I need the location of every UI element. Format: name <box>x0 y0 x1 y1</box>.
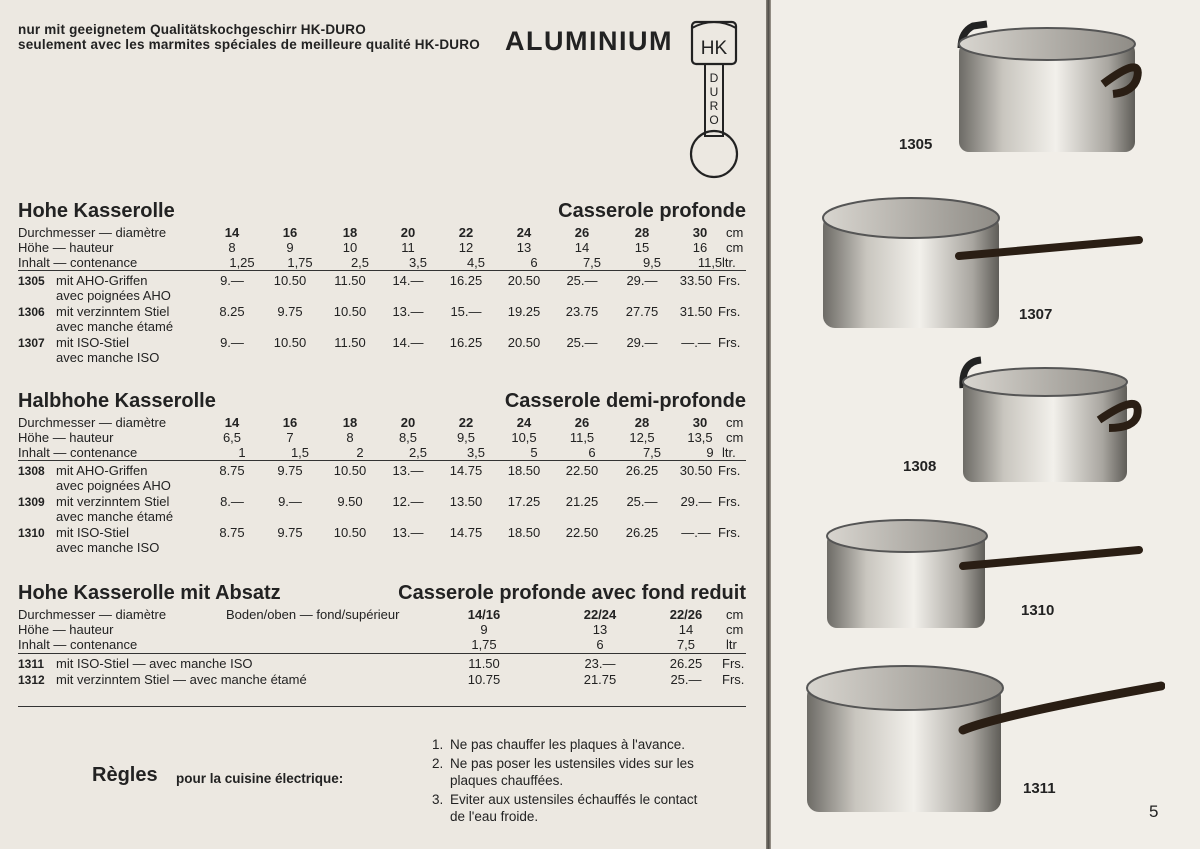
spec-value: 24 <box>516 225 532 240</box>
logo-letter: R <box>709 99 719 113</box>
spec-unit: cm <box>726 607 744 622</box>
currency: Frs. <box>722 672 745 687</box>
spec-value: 1,5 <box>290 445 310 460</box>
price-value: 8.75 <box>219 463 245 478</box>
product-row-fr <box>18 350 748 366</box>
rule-text: de l'eau froide. <box>450 809 539 824</box>
spec-value: 22 <box>458 225 474 240</box>
product-row <box>18 656 748 672</box>
currency: Frs. <box>718 525 741 540</box>
price-value: 20.50 <box>507 335 541 350</box>
rule-number: 2. <box>432 756 444 771</box>
spec-unit: cm <box>726 622 744 637</box>
rule-item <box>432 755 748 789</box>
spec-value: 11,5 <box>569 430 595 445</box>
header-line-2: seulement avec les marmites spéciales de meilleure qualité HK-DURO <box>18 37 480 52</box>
product-code: 1305 <box>18 274 45 288</box>
price-value: 29.— <box>626 335 658 350</box>
divider <box>18 270 746 271</box>
spec-value: 7,5 <box>676 637 696 652</box>
spec-value: 9 <box>480 622 488 637</box>
pot-1311-image <box>803 660 1165 820</box>
product-desc-fr: avec poignées AHO <box>56 478 171 493</box>
price-value: 25.— <box>626 494 658 509</box>
product-row <box>18 672 748 688</box>
spec-value: 2 <box>356 445 364 460</box>
price-value: 14.— <box>392 335 424 350</box>
product-row-fr <box>18 540 748 556</box>
spec-label: Durchmesser — diamètre <box>18 415 167 430</box>
spec-middle-label: Boden/oben — fond/supérieur <box>226 607 400 622</box>
rule-number: 3. <box>432 792 444 807</box>
price-value: 25.— <box>566 273 598 288</box>
spec-label: Inhalt — contenance <box>18 445 138 460</box>
price-value: 16.25 <box>449 335 483 350</box>
price-value: 14.— <box>392 273 424 288</box>
spec-value: 24 <box>516 415 532 430</box>
spec-label: Durchmesser — diamètre <box>18 607 167 622</box>
product-row <box>18 335 748 351</box>
price-value: 13.— <box>392 304 424 319</box>
price-value: 9.75 <box>277 525 303 540</box>
product-row <box>18 525 748 541</box>
spec-value: 30 <box>692 225 708 240</box>
spec-value: 6 <box>588 445 596 460</box>
price-value: 11.50 <box>468 656 500 671</box>
spec-row <box>18 622 748 638</box>
product-code: 1311 <box>18 657 45 671</box>
product-desc-de: mit AHO-Griffen <box>56 463 148 478</box>
price-value: 20.50 <box>507 273 541 288</box>
logo-letter: U <box>709 85 719 99</box>
spec-label: Höhe — hauteur <box>18 622 114 637</box>
spec-row <box>18 637 748 653</box>
spec-value: 14 <box>574 240 590 255</box>
pot-1310-image <box>823 516 1143 634</box>
spec-value: 9 <box>706 445 714 460</box>
price-value: 14.75 <box>449 463 483 478</box>
spec-row <box>18 430 748 446</box>
logo-letter: O <box>709 113 719 127</box>
product-desc-fr: avec manche ISO <box>56 540 160 555</box>
divider <box>18 460 746 461</box>
spec-label: Inhalt — contenance <box>18 255 138 270</box>
product-row <box>18 494 748 510</box>
right-page <box>771 0 1200 849</box>
pot-1305-image <box>953 14 1149 164</box>
spec-value: 20 <box>400 225 416 240</box>
rules-title: Règles <box>92 764 158 786</box>
spec-value: 9 <box>286 240 294 255</box>
spec-label: Inhalt — contenance <box>18 637 138 652</box>
price-value: 10.50 <box>333 525 367 540</box>
section1-title-fr: Casserole profonde <box>558 200 746 222</box>
page-number: 5 <box>1149 802 1159 821</box>
spec-value: 7,5 <box>642 445 662 460</box>
spec-unit: ltr <box>726 637 737 652</box>
price-value: 25.— <box>566 335 598 350</box>
price-value: 10.50 <box>273 273 307 288</box>
price-value: 30.50 <box>679 463 713 478</box>
spec-value: 12 <box>458 240 474 255</box>
spec-unit: ltr. <box>722 445 736 460</box>
figure-label: 1311 <box>1023 780 1056 797</box>
spec-value: 14 <box>224 415 240 430</box>
price-value: 26.25 <box>669 656 703 671</box>
section1-title-de: Hohe Kasserolle <box>18 200 175 222</box>
product-desc-fr: avec manche ISO <box>56 350 160 365</box>
spec-value: 2,5 <box>408 445 428 460</box>
price-value: 9.50 <box>337 494 363 509</box>
spec-value: 26 <box>574 225 590 240</box>
price-value: 29.— <box>626 273 658 288</box>
spec-value: 13 <box>516 240 532 255</box>
price-value: 26.25 <box>625 525 659 540</box>
price-value: 9.— <box>220 273 244 288</box>
spec-value: 28 <box>634 225 650 240</box>
spec-value: 7,5 <box>582 255 602 270</box>
rules-subtitle: pour la cuisine électrique: <box>176 771 344 786</box>
price-value: 8.— <box>220 494 244 509</box>
spec-value: 16 <box>282 225 298 240</box>
spec-value: 11,5 <box>697 255 723 270</box>
hk-duro-logo <box>686 14 750 180</box>
price-value: 18.50 <box>507 463 541 478</box>
spec-label: Höhe — hauteur <box>18 430 114 445</box>
price-value: 10.50 <box>273 335 307 350</box>
spec-row <box>18 255 748 271</box>
spec-value: 22/26 <box>669 607 703 622</box>
product-row-fr <box>18 319 748 335</box>
spec-unit: cm <box>726 430 744 445</box>
spec-row <box>18 415 748 431</box>
spec-label: Höhe — hauteur <box>18 240 114 255</box>
currency: Frs. <box>718 494 741 509</box>
price-value: 15.— <box>450 304 482 319</box>
price-value: 13.— <box>392 463 424 478</box>
product-code: 1312 <box>18 673 45 687</box>
product-code: 1310 <box>18 526 45 540</box>
spec-value: 6 <box>596 637 604 652</box>
rule-line <box>432 808 748 825</box>
spec-row <box>18 607 748 623</box>
price-value: 11.50 <box>334 335 366 350</box>
price-value: 17.25 <box>507 494 541 509</box>
product-desc-de: mit verzinntem Stiel <box>56 304 170 319</box>
product-row <box>18 273 748 289</box>
currency: Frs. <box>718 304 741 319</box>
spec-value: 22/24 <box>583 607 617 622</box>
spec-value: 1 <box>238 445 246 460</box>
spec-value: 2,5 <box>350 255 370 270</box>
price-value: 9.75 <box>277 463 303 478</box>
price-value: 19.25 <box>507 304 541 319</box>
spec-value: 1,75 <box>471 637 497 652</box>
price-value: 23.75 <box>565 304 599 319</box>
logo-letter: D <box>709 71 719 85</box>
price-value: 8.75 <box>219 525 245 540</box>
price-value: —.— <box>681 335 711 350</box>
spec-unit: cm <box>726 240 744 255</box>
spec-row <box>18 225 748 241</box>
section3-title-fr: Casserole profonde avec fond reduit <box>398 582 746 604</box>
price-value: 22.50 <box>565 525 599 540</box>
price-value: 9.75 <box>277 304 303 319</box>
rule-line <box>432 772 748 789</box>
spec-value: 20 <box>400 415 416 430</box>
price-value: 23.— <box>584 656 616 671</box>
currency: Frs. <box>718 463 741 478</box>
price-value: 9.— <box>220 335 244 350</box>
rule-line <box>432 791 748 808</box>
spec-value: 1,25 <box>229 255 255 270</box>
figure-label: 1310 <box>1021 602 1055 619</box>
product-desc-fr: avec poignées AHO <box>56 288 171 303</box>
product-code: 1307 <box>18 336 45 350</box>
spec-value: 8,5 <box>398 430 418 445</box>
product-row <box>18 304 748 320</box>
price-value: 10.50 <box>333 304 367 319</box>
spec-row <box>18 445 748 461</box>
spec-value: 30 <box>692 415 708 430</box>
price-value: 22.50 <box>565 463 599 478</box>
rule-item <box>432 791 748 825</box>
price-value: 27.75 <box>625 304 659 319</box>
figure-label: 1305 <box>899 136 933 153</box>
price-value: 9.— <box>278 494 302 509</box>
price-value: —.— <box>681 525 711 540</box>
rule-text: Ne pas poser les ustensiles vides sur les <box>450 756 694 771</box>
spec-value: 9,5 <box>642 255 662 270</box>
product-desc-de: mit AHO-Griffen <box>56 273 148 288</box>
spec-value: 18 <box>342 225 358 240</box>
divider <box>18 706 746 707</box>
price-value: 21.75 <box>583 672 617 687</box>
spec-value: 6,5 <box>222 430 242 445</box>
product-desc: mit ISO-Stiel — avec manche ISO <box>56 656 253 671</box>
rule-item <box>432 736 748 753</box>
price-value: 33.50 <box>679 273 713 288</box>
spec-value: 10 <box>342 240 358 255</box>
product-desc-de: mit verzinntem Stiel <box>56 494 170 509</box>
logo-hk-text: HK <box>700 38 728 59</box>
spec-unit: ltr. <box>722 255 736 270</box>
figure-label: 1307 <box>1019 306 1053 323</box>
product-desc: mit verzinntem Stiel — avec manche étamé <box>56 672 307 687</box>
price-value: 31.50 <box>679 304 713 319</box>
price-value: 12.— <box>392 494 424 509</box>
product-code: 1309 <box>18 495 45 509</box>
rule-text: Ne pas chauffer les plaques à l'avance. <box>450 737 685 752</box>
spec-value: 14 <box>678 622 694 637</box>
product-row-fr <box>18 509 748 525</box>
currency: Frs. <box>718 335 741 350</box>
section2-title-de: Halbhohe Kasserolle <box>18 390 216 412</box>
spec-row <box>18 240 748 256</box>
header-line-1: nur mit geeignetem Qualitätskochgeschirr HK-DURO <box>18 22 366 37</box>
spec-value: 7 <box>286 430 294 445</box>
price-value: 16.25 <box>449 273 483 288</box>
price-value: 18.50 <box>507 525 541 540</box>
product-row-fr <box>18 288 748 304</box>
spec-value: 3,5 <box>408 255 428 270</box>
rule-number: 1. <box>432 737 444 752</box>
divider <box>18 653 746 654</box>
rule-text: Eviter aux ustensiles échauffés le contact <box>450 792 698 807</box>
currency: Frs. <box>718 273 741 288</box>
price-value: 25.— <box>670 672 702 687</box>
spec-value: 13,5 <box>687 430 713 445</box>
figure-label: 1308 <box>903 458 937 475</box>
pot-1307-image <box>819 196 1145 332</box>
spec-value: 28 <box>634 415 650 430</box>
spec-value: 8 <box>346 430 354 445</box>
spec-value: 16 <box>282 415 298 430</box>
price-value: 29.— <box>680 494 712 509</box>
price-value: 21.25 <box>565 494 599 509</box>
spec-value: 26 <box>574 415 590 430</box>
spec-value: 16 <box>692 240 708 255</box>
spec-value: 12,5 <box>629 430 655 445</box>
rule-line <box>432 755 748 772</box>
section3-title-de: Hohe Kasserolle mit Absatz <box>18 582 281 604</box>
spec-unit: cm <box>726 415 744 430</box>
product-row <box>18 463 748 479</box>
currency: Frs. <box>722 656 745 671</box>
spec-value: 10,5 <box>511 430 537 445</box>
product-desc-de: mit ISO-Stiel <box>56 525 129 540</box>
product-code: 1306 <box>18 305 45 319</box>
spec-label: Durchmesser — diamètre <box>18 225 167 240</box>
price-value: 14.75 <box>449 525 483 540</box>
price-value: 11.50 <box>334 273 366 288</box>
spec-value: 3,5 <box>466 445 486 460</box>
spec-value: 8 <box>228 240 236 255</box>
spec-value: 18 <box>342 415 358 430</box>
spec-value: 9,5 <box>456 430 476 445</box>
spec-value: 13 <box>592 622 608 637</box>
aluminium-title: ALUMINIUM <box>505 26 673 56</box>
product-row-fr <box>18 478 748 494</box>
spec-value: 1,75 <box>287 255 313 270</box>
price-value: 10.75 <box>467 672 501 687</box>
price-value: 10.50 <box>333 463 367 478</box>
spec-unit: cm <box>726 225 744 240</box>
spec-value: 11 <box>401 240 415 255</box>
spec-value: 6 <box>530 255 538 270</box>
spec-value: 5 <box>530 445 538 460</box>
spec-value: 15 <box>634 240 650 255</box>
product-desc-fr: avec manche étamé <box>56 319 174 334</box>
price-value: 26.25 <box>625 463 659 478</box>
price-value: 8.25 <box>219 304 245 319</box>
spec-value: 4,5 <box>466 255 486 270</box>
hk-duro-logo-icon <box>686 14 750 180</box>
price-value: 13.50 <box>449 494 483 509</box>
spec-value: 14 <box>224 225 240 240</box>
pot-1308-image <box>959 356 1145 488</box>
price-value: 13.— <box>392 525 424 540</box>
spec-value: 14/16 <box>467 607 501 622</box>
spec-value: 22 <box>458 415 474 430</box>
product-desc-de: mit ISO-Stiel <box>56 335 129 350</box>
rule-text: plaques chauffées. <box>450 773 564 788</box>
product-code: 1308 <box>18 464 45 478</box>
rule-line <box>432 736 748 753</box>
product-desc-fr: avec manche étamé <box>56 509 174 524</box>
section2-title-fr: Casserole demi-profonde <box>504 390 746 412</box>
